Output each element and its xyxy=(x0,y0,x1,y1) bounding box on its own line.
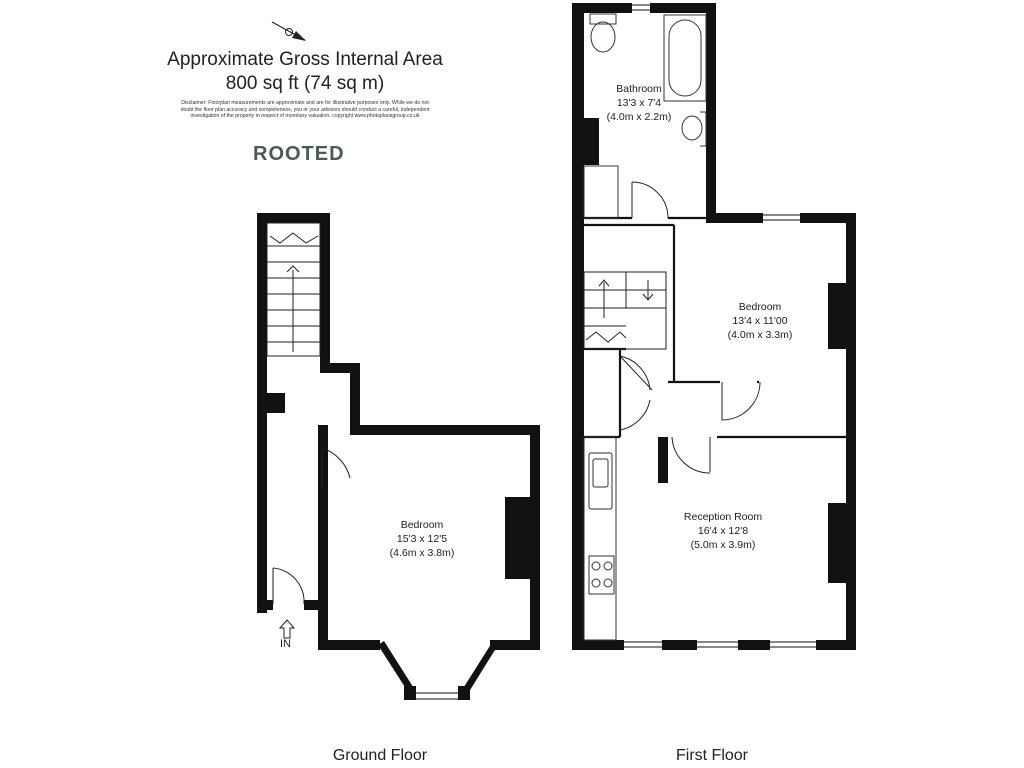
room-label-ground-bedroom xyxy=(372,518,472,560)
room-name: Bedroom xyxy=(738,301,782,313)
room-size-imperial: 13'4 x 11'00 xyxy=(732,315,788,327)
bay-window xyxy=(378,641,498,700)
area-value: 800 sq ft (74 sq m) xyxy=(225,73,385,94)
ground-floor-label: Ground Floor xyxy=(332,747,428,764)
room-label-first-bedroom xyxy=(708,300,812,342)
entrance-arrow-icon xyxy=(280,620,294,638)
area-title: Approximate Gross Internal Area xyxy=(167,49,443,70)
room-size-metric: (4.0m x 2.2m) xyxy=(606,111,672,123)
first-floor-stairs xyxy=(584,272,666,349)
first-floor-label: First Floor xyxy=(676,747,748,764)
room-size-metric: (4.0m x 3.3m) xyxy=(727,329,793,341)
room-size-imperial: 13'3 x 7'4 xyxy=(616,97,662,109)
kitchen-fixtures xyxy=(584,437,616,640)
room-name: Bathroom xyxy=(616,83,662,95)
entrance-label: IN xyxy=(280,638,291,650)
brand-logo: ROOTED xyxy=(253,143,345,165)
room-size-imperial: 15'3 x 12'5 xyxy=(396,533,448,545)
room-size-metric: (4.6m x 3.8m) xyxy=(389,547,455,559)
ground-floor-stairs xyxy=(267,223,320,356)
ground-floor-doors xyxy=(273,448,350,604)
north-arrow-icon xyxy=(272,22,306,41)
area-heading xyxy=(150,48,460,96)
room-size-imperial: 16'4 x 12'8 xyxy=(697,525,749,537)
room-label-reception xyxy=(668,510,778,552)
disclaimer-text: Disclaimer: Floorplan measurements are approximate and are for illustrative purposes only. While we do not doubt the floor plan accuracy and completeness, you or your advisors should conduct a careful, independent investigation of the property in respect of monetary valuation. copyright www.photoplansgroup.co.uk xyxy=(180,100,430,120)
room-label-bathroom xyxy=(589,82,689,124)
room-name: Reception Room xyxy=(683,511,763,523)
room-name: Bedroom xyxy=(400,519,444,531)
room-size-metric: (5.0m x 3.9m) xyxy=(690,539,756,551)
